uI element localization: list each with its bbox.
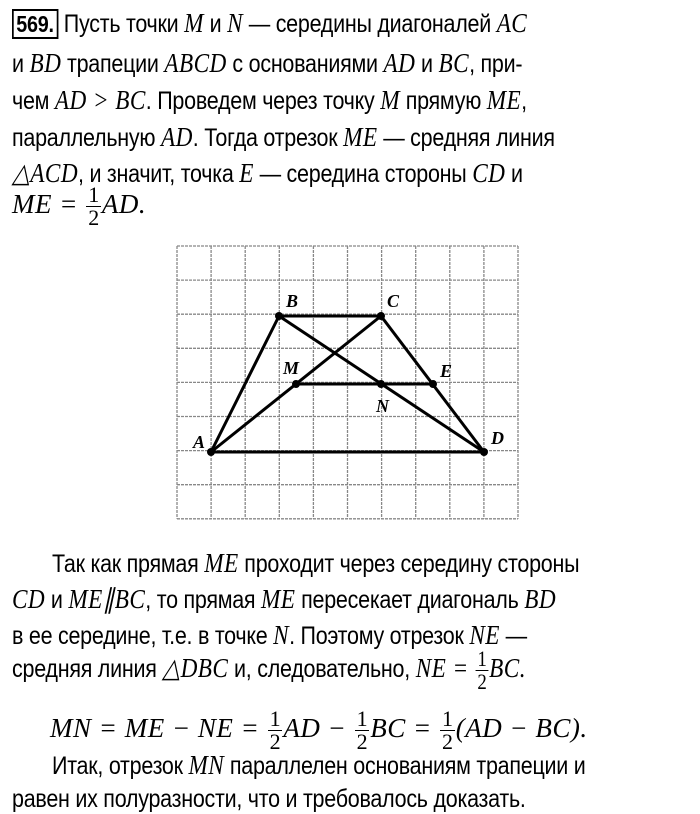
label-b: B — [286, 291, 299, 311]
text-line: 569. Пусть точки M и N — середины диагоналей AC — [12, 8, 527, 39]
problem-number: 569. — [12, 9, 58, 39]
label-m: M — [283, 358, 300, 378]
fraction: $\frac{1}{2}$ — [356, 706, 368, 754]
label-n: N — [376, 396, 389, 416]
text-line: Итак, отрезок MN параллелен основаниям трапеции и — [52, 750, 586, 780]
label-d: D — [491, 428, 504, 448]
text-line: средняя линия △DBC и, следовательно, NE = $\frac{1}{2}$ BC. — [12, 646, 526, 694]
fraction: $\frac{1}{2}$ — [269, 706, 281, 754]
text-line: △ACD, и значит, точка E — середина стороны CD и — [12, 158, 523, 188]
label-e: E — [440, 361, 453, 381]
fraction: $\frac{1}{2}$ — [477, 646, 487, 694]
formula-mn: MN = ME − NE = $\frac{1}{2}$ AD − $\frac{1}{2}$ BC = $\frac{1}{2}$ (AD − BC). — [50, 706, 588, 754]
text-line: равен их полуразности, что и требовалось доказать. — [12, 785, 526, 813]
fraction: $\frac{1}{2}$ — [442, 706, 453, 754]
label-a: A — [193, 432, 206, 452]
text-line: в ее середине, т.е. в точке N. Поэтому отрезок NE — — [12, 620, 527, 650]
text-line: и BD трапеции ABCD с основаниями AD и BC, при- — [12, 48, 523, 78]
text-line: чем AD > BC. Проведем через точку M прямую ME, — [12, 85, 527, 115]
fraction: $\frac{1}{2}$ — [88, 182, 99, 230]
formula-me: ME = $\frac{1}{2}$ AD. — [12, 182, 147, 230]
text-line: Так как прямая ME проходит через середину стороны — [52, 548, 580, 578]
text-line: параллельную AD. Тогда отрезок ME — средняя линия — [12, 122, 555, 152]
label-c: C — [387, 291, 400, 311]
text-line: CD и ME∥BC, то прямая ME пересекает диагональ BD — [12, 584, 557, 614]
